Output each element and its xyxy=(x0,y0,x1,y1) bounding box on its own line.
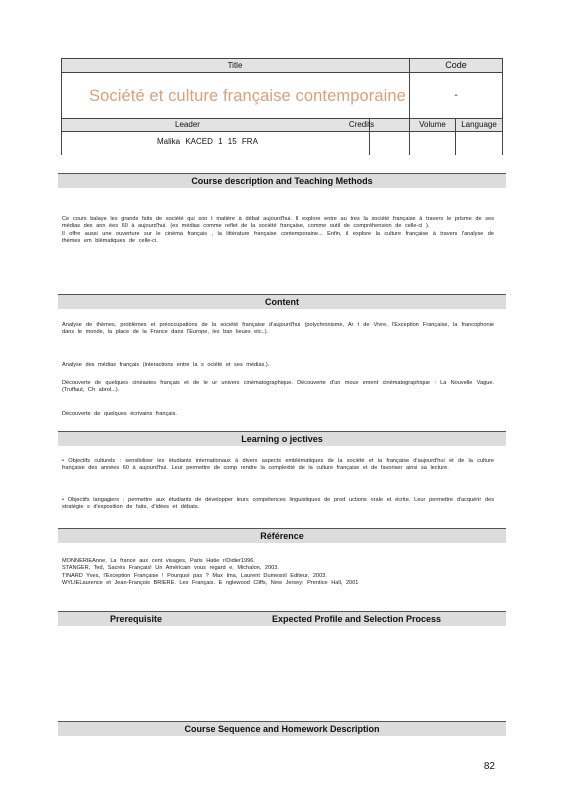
course-title: Société et culture française contemporaine xyxy=(89,87,406,105)
reference-item: WYLIELaurence et Jean-François BRIERE. Les Français. E nglewood Cliffs, New Jersey: Prentice Hall, 2001 xyxy=(62,579,359,586)
course-description-p2: Il offre aussi une ouverture sur le cinéma français , la littérature française contemporaine... Enfin, il explore la culture française à travers l'analyse de thèmes em blématiques de celle-ci. xyxy=(62,230,494,244)
content-p3: Découverte de quelques cinéastes français et de le ur univers cinématographique. Découverte d'un mouv ement cinématographique : La Nouvelle Vague. (Truffaut, Ch abrol...). xyxy=(62,380,494,394)
reference-item: TINARD Yves, l'Exception Française ! Pourquoi pas ? Max Ima, Laurent Dumesnil Editeur, 2003. xyxy=(62,572,327,579)
content-p4: Découverte de quelques écrivains français. xyxy=(62,411,177,417)
prerequisite-heading: Prerequisite xyxy=(110,614,163,624)
leader-value: Malika KACED 1 15 FRA xyxy=(157,137,258,146)
prerequisite-bar xyxy=(58,611,506,626)
reference-item: MONNERIEAnne, La france aux cent visages, Paris Hatie r/Didier1996. xyxy=(62,558,255,564)
reference-item: STANGER, Ted, Sacrés Français! Un Américain vous regard e, Michalon, 2003. xyxy=(62,565,279,572)
content-heading: Content xyxy=(58,294,506,309)
title-label: Title xyxy=(227,61,243,70)
learning-objectives-heading: Learning o jectives xyxy=(58,431,506,446)
volume-label: Volume xyxy=(419,120,446,129)
leader-label: Leader xyxy=(175,120,200,129)
language-label: Language xyxy=(461,120,497,129)
course-description-p1: Ce cours balaye les grands faits de société qui son t matière à débat aujourd'hui. Il explore entre au tres la société française à travers le prisme de ses médias des ann ées 60 à aujourd'hui. (es médias comme reflet de la société française, comme outil de compréhension de celle-ci ). xyxy=(62,216,494,230)
course-header-table xyxy=(61,58,503,155)
objectives-p1: • Objectifs culturels : sensibiliser les étudiants internationaux à divers aspects emblématiques de la société et la française d'aujourd'hui et de la culture française des années 60 à aujourd'hui. Leur permettre de comp rendre la complexité de la culture française et de favoriser ainsi sa lecture. xyxy=(62,458,494,472)
content-p2: Analyse des médias français (interactions entre la s ociété et ses médias.). xyxy=(62,362,270,368)
course-description-text xyxy=(62,216,494,245)
course-sequence-heading: Course Sequence and Homework Description xyxy=(58,721,506,736)
credits-label: Credits xyxy=(348,120,375,129)
reference-list xyxy=(62,558,494,587)
code-value: - xyxy=(454,90,458,101)
expected-profile-heading: Expected Profile and Selection Process xyxy=(272,614,442,624)
page-number: 82 xyxy=(483,761,495,772)
course-description-heading: Course description and Teaching Methods xyxy=(58,173,506,188)
content-p1: Analyse de thèmes, problèmes et préoccupations de la société française d'aujourd'hui (polychronisme, Ar t de Vivre, l'Exception Française, la francophonie dans le monde, la place de la France dans l'Europe, les ban lieues etc..). xyxy=(62,322,494,336)
reference-heading: Référence xyxy=(58,528,506,543)
code-label: Code xyxy=(445,60,467,70)
objectives-p2: • Objectifs langagiers : permettre aux étudiants de développer leurs compétences linguistiques de prod uctions orale et écrite. Leur permettre d'acquérir des stratégie s d'exposition de faits, d'idées et débats. xyxy=(62,497,494,511)
